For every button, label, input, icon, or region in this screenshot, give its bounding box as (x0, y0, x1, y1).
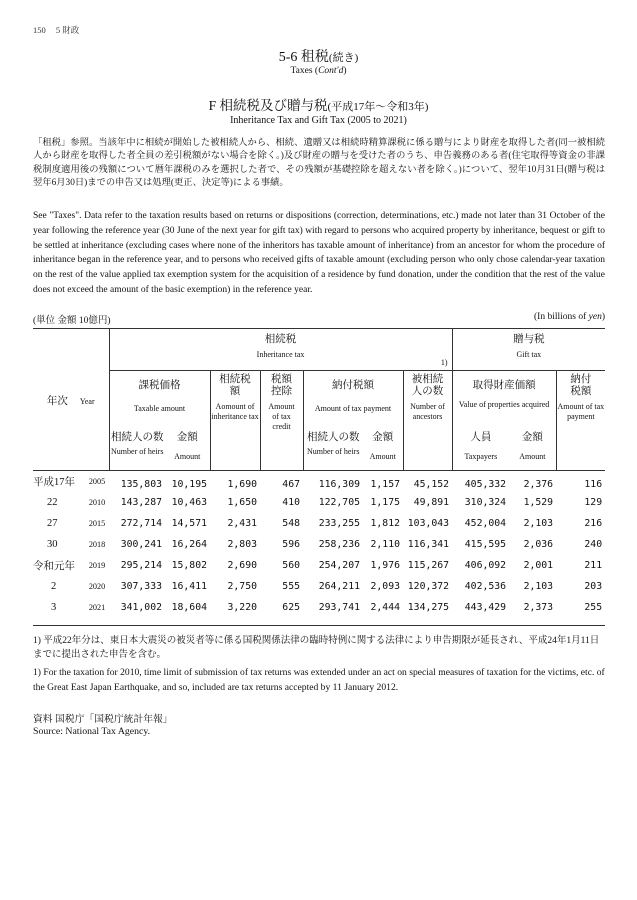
year-ad-cell: 2019 (88, 560, 106, 570)
table-cell: 116 (584, 478, 603, 490)
table-cell: 2,001 (523, 559, 554, 571)
year-ad-cell: 2020 (88, 581, 106, 591)
section-title: F 相続税及び贈与税(平成17年～令和3年) (208, 98, 429, 113)
table-cell: 2,803 (227, 538, 257, 550)
table-cell: 415,595 (464, 538, 507, 550)
year-jp-cell: 27 (47, 517, 58, 529)
table-cell: 2,103 (523, 517, 554, 529)
heirs-header-2: 相続人の数 Number of heirs (303, 427, 363, 471)
chapter-label: 5 財政 (55, 25, 80, 35)
table-cell: 272,714 (120, 517, 162, 529)
table-cell: 115,267 (407, 559, 450, 571)
payment-header: 納付税額 Amount of tax payment (303, 371, 403, 427)
table-cell: 300,241 (120, 538, 162, 550)
table-cell: 240 (584, 538, 603, 550)
taxable-header: 課税価格 Taxable amount (109, 371, 210, 427)
table-cell: 443,429 (464, 601, 507, 613)
table-cell: 264,211 (318, 580, 360, 592)
source-english: Source: National Tax Agency. (33, 726, 151, 737)
table-cell: 405,332 (464, 478, 507, 490)
tax-table (33, 328, 605, 626)
year-ad-cell: 2010 (88, 497, 106, 507)
page-title: 5-6 租税(続き) (278, 50, 359, 65)
year-ad-cell: 2005 (88, 476, 106, 486)
table-cell: 555 (282, 580, 300, 592)
year-ad-cell: 2018 (88, 539, 106, 549)
year-jp-cell: 2 (51, 580, 57, 592)
table-cell: 254,207 (318, 559, 360, 571)
table-cell: 2,444 (370, 601, 400, 613)
table-row (33, 597, 605, 618)
table-row (33, 471, 605, 492)
table-cell: 2,750 (227, 580, 257, 592)
footnote-english: 1) For the taxation for 2010, time limit of submission of tax returns was extended under an act on special measures of taxation for the victims, etc. of the Great East Japan Earthquake, and so, included are tax returns accepted by 11 January 2012. (33, 667, 605, 693)
table-cell: 596 (282, 538, 300, 550)
amount-header-2: 金額 Amount (369, 431, 396, 461)
table-cell: 10,195 (171, 478, 207, 490)
amount-header: 金額 Amount (174, 431, 201, 461)
table-cell: 295,214 (120, 559, 162, 571)
table-cell: 129 (584, 496, 603, 508)
note-japanese: 「租税」参照。当該年中に相続が開始した被相続人から、相続、遺贈又は相続時精算課税に係る贈与により財産を取得した者(同一被相続人から財産を取得した者全員の差引税額がない場合を除く。)及び財産の贈与を受けた者のうち、申告義務のある者(住宅取得等資金の非課税制度適用後の残額について暦年課税のみを選択した者で、その残額が基礎控除を超えない者を除く。)について、翌年10月31日(贈与税は翌年6月30日)までの申告又は処理(更正、決定等)による事績。 (33, 138, 605, 189)
heirs-header: 相続人の数 Number of heirs (109, 427, 165, 471)
table-cell: 14,571 (171, 517, 207, 529)
table-cell: 406,092 (464, 559, 507, 571)
table-cell: 49,891 (413, 496, 450, 508)
amount-header-3: 金額 Amount (519, 431, 546, 461)
section-subtitle: Inheritance Tax and Gift Tax (2005 to 2021) (230, 115, 407, 126)
table-cell: 1,690 (227, 478, 257, 490)
table-cell: 402,536 (464, 580, 507, 592)
inheritance-header: 相続税 Inheritance tax 1) (109, 329, 452, 371)
footnote-japanese: 1) 平成22年分は、東日本大震災の被災者等に係る国税関係法律の臨時特例に関する法律により申告期限が延長され、平成24年1月11日までに提出された申告を含む。 (33, 636, 600, 660)
table-cell: 103,043 (407, 517, 450, 529)
table-cell: 255 (584, 601, 603, 613)
table-cell: 16,264 (171, 538, 207, 550)
unit-en: (In billions of yen) (534, 312, 605, 322)
table-cell: 16,411 (171, 580, 207, 592)
year-jp-cell: 平成17年 (33, 476, 75, 488)
table-cell: 2,093 (370, 580, 400, 592)
note-english: See "Taxes". Data refer to the taxation results based on returns or dispositions (correction, determinations, etc.) made not later than 31 October of the year following the reference year (30 June of the next year for gift tax) with regard to persons who acquired property by inheritance, bequest or gift to be settled at inheritance (excluding cases where none of the inheritors has taxable amount of inheritance) from an ancestor for whom the procedure of inheritance began in the reference year, and to persons who received gifts of taxable amount (excluding person who only chose calendar-year taxation on the rest of the value applied tax exemption system for the acquisition of a residence by fund donation, under the condition that the rest of the value does not exceed the amount of the basic exemption) in the reference year. (33, 211, 605, 295)
table-cell: 410 (282, 496, 300, 508)
footnote-mark: 1) (440, 358, 448, 367)
table-cell: 1,812 (370, 517, 400, 529)
table-cell: 216 (584, 517, 603, 529)
credit-header: 税額控除 Amount of tax credit (260, 371, 303, 471)
page-header (33, 24, 79, 36)
table-cell: 18,604 (171, 601, 207, 613)
gift-payment-header: 納付税額 Amount of tax payment (556, 371, 605, 471)
table-cell: 134,275 (407, 601, 450, 613)
table-cell: 10,463 (171, 496, 207, 508)
table-cell: 560 (282, 559, 300, 571)
page-subtitle: Taxes (Cont'd) (290, 66, 347, 76)
table-cell: 1,976 (370, 559, 400, 571)
year-jp-cell: 令和元年 (33, 560, 75, 572)
table-cell: 452,004 (464, 517, 507, 529)
year-jp-cell: 30 (47, 538, 58, 550)
table-row (33, 513, 605, 534)
table-cell: 2,690 (227, 559, 257, 571)
table-cell: 3,220 (227, 601, 257, 613)
table-row (33, 576, 605, 597)
table-row (33, 492, 605, 513)
table-cell: 1,175 (370, 496, 400, 508)
year-ad-cell: 2021 (88, 602, 106, 612)
year-jp-cell: 22 (47, 496, 58, 508)
ancestors-header: 被相続人の数 Number of ancestors (403, 371, 452, 471)
table-cell: 120,372 (407, 580, 450, 592)
taxpayers-header: 人員 Taxpayers (452, 427, 509, 471)
unit-jp: (単位 金額 10億円) (33, 316, 111, 326)
source-japanese: 資料 国税庁「国税庁統計年報」 (33, 714, 173, 725)
table-cell: 1,529 (523, 496, 554, 508)
table-cell: 293,741 (318, 601, 360, 613)
table-cell: 116,309 (318, 478, 360, 490)
table-cell: 211 (584, 559, 603, 571)
table-cell: 2,376 (523, 478, 554, 490)
table-cell: 310,324 (464, 496, 507, 508)
gift-header: 贈与税 Gift tax (452, 329, 605, 371)
table-row (33, 555, 605, 576)
inh-amount-header: 相続税額 Aomount of inheritance tax (210, 371, 260, 471)
table-cell: 203 (584, 580, 603, 592)
table-cell: 2,110 (370, 538, 400, 550)
table-cell: 1,650 (227, 496, 257, 508)
table-cell: 122,705 (318, 496, 360, 508)
unit-row (33, 312, 605, 326)
table-cell: 233,255 (318, 517, 360, 529)
table-cell: 2,103 (523, 580, 554, 592)
table-cell: 467 (282, 478, 300, 490)
table-cell: 143,287 (120, 496, 162, 508)
table-cell: 15,802 (171, 559, 207, 571)
table-cell: 2,373 (523, 601, 554, 613)
page-number: 150 (33, 25, 46, 35)
table-cell: 116,341 (407, 538, 450, 550)
table-cell: 258,236 (318, 538, 360, 550)
table-cell: 341,002 (120, 601, 162, 613)
table-cell: 625 (282, 601, 300, 613)
table-cell: 307,333 (120, 580, 162, 592)
table-cell: 1,157 (370, 478, 400, 490)
table-cell: 2,431 (227, 517, 257, 529)
year-jp-cell: 3 (51, 601, 57, 613)
acquired-header: 取得財産価額 Value of properties acquired (452, 371, 556, 427)
table-cell: 2,036 (523, 538, 554, 550)
table-cell: 548 (282, 517, 300, 529)
table-cell: 45,152 (413, 478, 450, 490)
year-ad-cell: 2015 (88, 518, 106, 528)
table-row (33, 534, 605, 555)
year-header: 年次 Year (33, 329, 109, 471)
table-cell: 135,803 (120, 478, 162, 490)
